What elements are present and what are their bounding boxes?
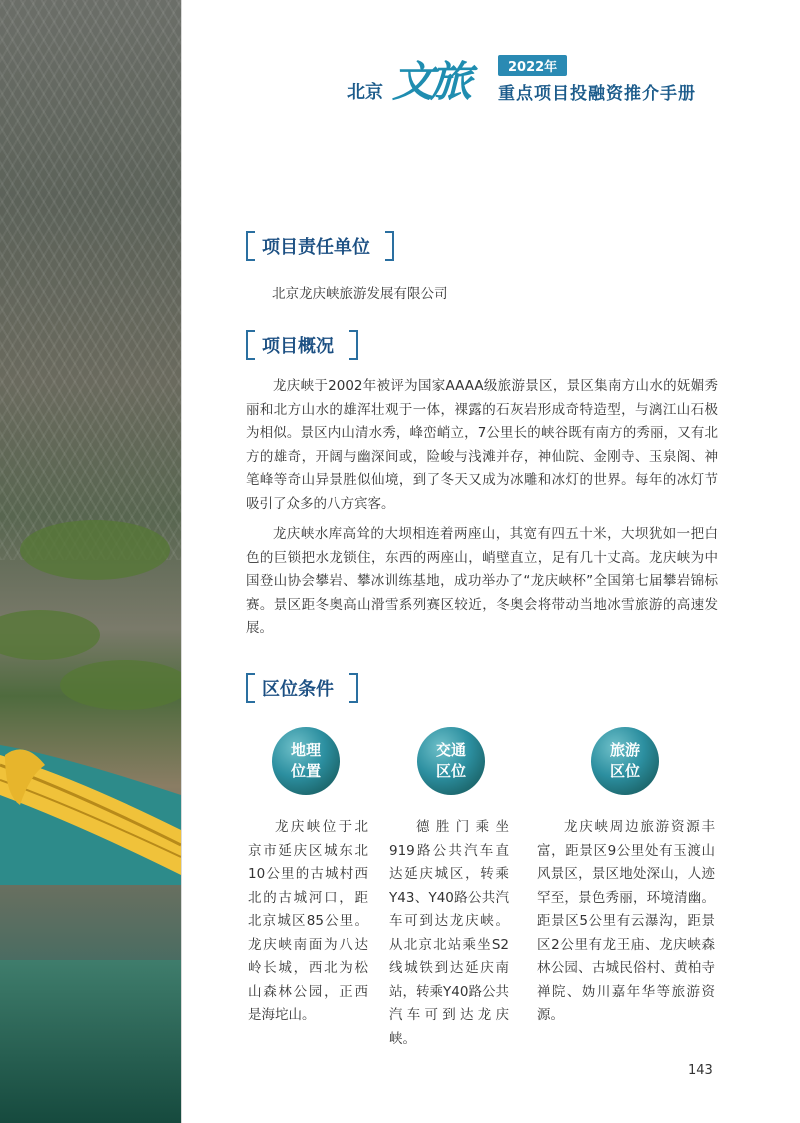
circle-label (272, 740, 340, 782)
year-badge: 2022年 (498, 55, 567, 76)
overview-paragraph: 龙庆峡于2002年被评为国家AAAA级旅游景区，景区集南方山水的妩媚秀丽和北方山水的雄浑壮观于一体，裸露的石灰岩形成奇特造型，与漓江山石极为相似。景区内山清水秀，峰峦峭立，7公里长的峡谷既有南方的秀丽，又有北方的雄奇，开阔与幽深间或，险峻与浅滩并存，神仙院、金刚寺、玉泉阁、神笔峰等奇山异景胜似仙境，到了冬天又成为冰雕和冰灯的世界。每年的冰灯节吸引了众多的八方宾客。 (246, 378, 718, 512)
circle-label-line: 区位 (609, 762, 640, 780)
bracket-left (246, 231, 255, 261)
dragon-escalator-image (0, 735, 181, 885)
section-title-text: 区位条件 (262, 679, 334, 700)
overview-paragraph: 龙庆峡水库高耸的大坝相连着两座山，其宽有四五十米，大坝犹如一把白色的巨锁把水龙锁住，东西的两座山，峭壁直立，足有几十丈高。龙庆峡为中国登山协会攀岩、攀冰训练基地，成功举办了“龙庆峡杯”全国第七届攀岩锦标赛。景区距冬奥高山滑雪系列赛区较近，冬奥会将带动当地冰雪旅游的高速发展。 (246, 526, 718, 636)
location-circle-tourism (591, 727, 659, 795)
page-number: 143 (688, 1063, 713, 1078)
location-circle-geography (272, 727, 340, 795)
section-title-overview (246, 330, 358, 358)
bracket-right (385, 231, 394, 261)
location-text-geography: 龙庆峡位于北京市延庆区城东北10公里的古城村西北的古城河口，距北京城区85公里。龙庆峡南面为八达岭长城，西北为松山森林公园，正西是海坨山。 (248, 819, 368, 1023)
moss-patch (20, 520, 170, 580)
location-text-tourism: 龙庆峡周边旅游资源丰富，距景区9公里处有玉渡山风景区，景区地处深山，人迹罕至，景色秀丽，环境清幽。距景区5公里有云瀑沟，距景区2公里有龙王庙、龙庆峡森林公园、古城民俗村、黄柏寺禅院、妫川嘉年华等旅游资源。 (537, 819, 715, 1023)
circle-label (591, 740, 659, 782)
circle-label-line: 交通 (435, 741, 466, 759)
circle-label (417, 740, 485, 782)
river-water (0, 960, 181, 1123)
section-title-text: 项目概况 (262, 336, 334, 357)
bracket-right (349, 330, 358, 360)
header-script-title: 文旅 (392, 57, 469, 106)
circle-label-line: 地理 (290, 741, 321, 759)
circle-label-line: 位置 (290, 762, 321, 780)
section-title-responsible (246, 231, 394, 259)
section-title-text: 项目责任单位 (262, 237, 370, 258)
brochure-header (340, 45, 720, 115)
responsible-org: 北京龙庆峡旅游发展有限公司 (272, 286, 448, 302)
cliff-net-texture (0, 0, 181, 560)
moss-patch (60, 660, 181, 710)
circle-label-line: 区位 (435, 762, 466, 780)
header-subtitle: 重点项目投融资推介手册 (498, 84, 696, 104)
circle-label-line: 旅游 (609, 741, 640, 759)
moss-patch (0, 610, 100, 660)
bracket-left (246, 673, 255, 703)
location-text-transport: 德胜门乘坐919路公共汽车直达延庆城区，转乘Y43、Y40路公共汽车可到达龙庆峡。从北京北站乘坐S2线城铁到达延庆南站，转乘Y40路公共汽车可到达龙庆峡。 (389, 819, 509, 1047)
bracket-right (349, 673, 358, 703)
section-title-location (246, 673, 358, 701)
location-circle-transport (417, 727, 485, 795)
side-photo (0, 0, 181, 1123)
bracket-left (246, 330, 255, 360)
divider-line (181, 0, 182, 1123)
header-beijing: 北京 (347, 82, 383, 103)
